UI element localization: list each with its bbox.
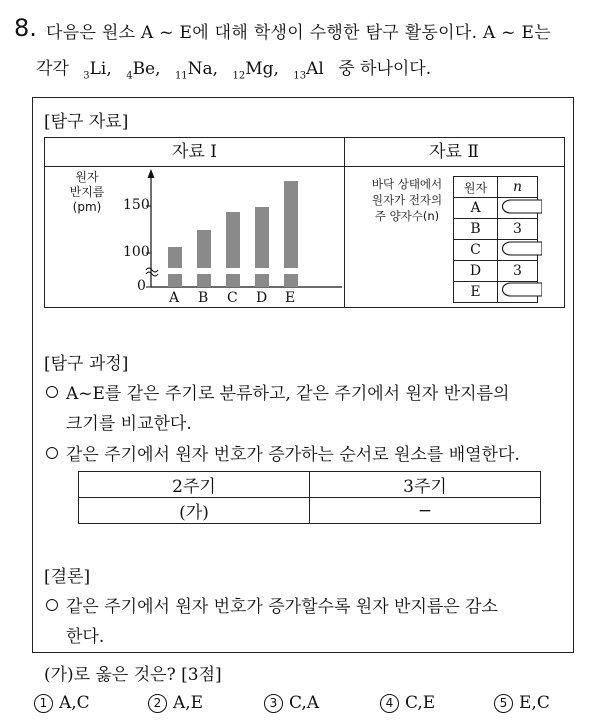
table-divider [344,138,345,307]
bullet-icon [46,386,58,398]
element-na: $_{11}$Na, [174,59,219,82]
bullet-icon [46,447,58,459]
option-1[interactable]: 1 A,C [34,693,90,713]
option-5[interactable]: 5 E,C [494,693,550,713]
conclusion-heading: [결론] [44,567,91,587]
period-2-value: (가) [79,498,310,524]
bar-c [226,212,240,287]
y-tick-150: 150 [123,197,150,213]
mini-row-d: D 3 [454,261,538,282]
conclusion-text-cont: 한다. [66,627,105,647]
element-al: $_{13}$Al [293,59,324,82]
question-line-1: 다음은 원소 A ~ E에 대해 학생이 수행한 탐구 활동이다. A ~ E는 [46,23,551,43]
radius-chart [45,166,344,308]
question-line-2-suffix: 중 하나이다. [338,59,432,79]
data1-title: 자료 Ⅰ [45,138,344,167]
data-table [44,137,565,308]
bar-d [255,207,269,287]
materials-heading: [탐구 자료] [44,112,129,132]
period-3-header: 3주기 [310,472,541,498]
y-axis-label: 원자 반지름 (pm) [69,170,105,214]
question-prompt: (가)로 옳은 것은? [3점] [44,665,222,685]
y-tick-0: 0 [137,278,146,294]
x-label-d: D [256,290,268,306]
mini-row-e: E [454,282,538,303]
x-label-b: B [198,290,209,306]
question-number: 8. [14,14,37,42]
bar-b [197,230,211,287]
mini-row-b: B 3 [454,219,538,240]
mini-row-a: A [454,198,538,219]
option-4[interactable]: 4 C,E [380,693,435,713]
axis-break-mark [194,268,214,274]
option-2[interactable]: 2 A,E [148,693,203,713]
process-step-2: 같은 주기에서 원자 번호가 증가하는 순서로 원소를 배열한다. [46,440,520,465]
mini-table-header [454,177,538,198]
mini-row-c: C [454,240,538,261]
data2-label: 바닥 상태에서 원자가 전자의 주 양자수(n) [371,177,443,223]
element-be: $_4$Be, [126,59,161,82]
chart-axes [45,166,344,308]
data2-title: 자료 Ⅱ [344,138,564,167]
axis-break-mark [165,268,185,274]
period-table [78,471,541,524]
x-label-a: A [169,290,180,306]
mini-header-n: n [498,177,538,198]
element-mg: $_{12}$Mg, [232,59,279,82]
process-step-1-cont: 크기를 비교한다. [66,414,192,434]
axis-break-mark [281,268,301,274]
period-2-header: 2주기 [79,472,310,498]
process-step-1: A~E를 같은 주기로 분류하고, 같은 주기에서 원자 반지름의 [46,379,509,404]
option-3[interactable]: 3 C,A [264,693,319,713]
conclusion-text: 같은 주기에서 원자 번호가 증가할수록 원자 반지름은 감소 [46,592,498,617]
question-line-2-prefix: 각각 [36,59,69,79]
process-heading: [탐구 과정] [44,354,129,374]
mini-header-atom: 원자 [454,177,498,198]
cover-tabs [492,197,542,297]
x-label-c: C [227,290,238,306]
axis-break-mark [223,268,243,274]
element-li: $_3$Li, [83,59,112,82]
bullet-icon [46,599,58,611]
y-tick-100: 100 [123,244,150,260]
x-label-e: E [285,290,296,306]
axis-break-mark [252,268,272,274]
period-3-value: − [310,498,541,524]
question-line-2 [36,54,431,81]
